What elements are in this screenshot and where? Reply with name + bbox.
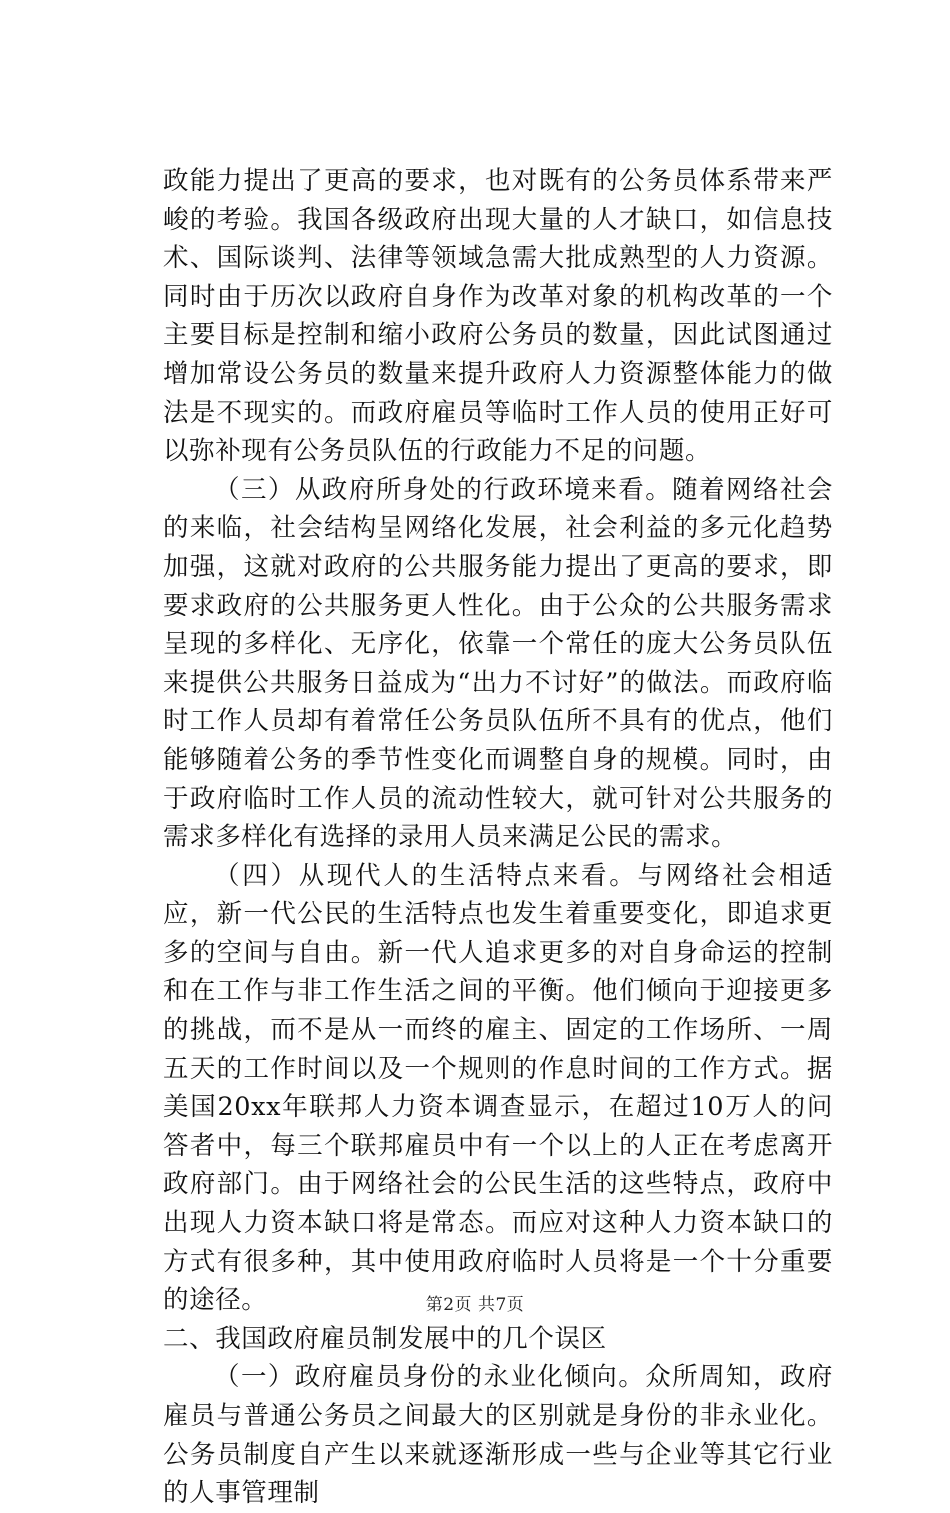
paragraph-section-three: （三）从政府所身处的行政环境来看。随着网络社会的来临，社会结构呈网络化发展，社会利益的多元化趋势加强，这就对政府的公共服务能力提出了更高的要求，即要求政府的公共服务更人性化。由于公众的公共服务需求呈现的多样化、无序化，依靠一个常任的庞大公务员队伍来提供公共服务日益成为“出力不讨好”的做法。而政府临时工作人员却有着常任公务员队伍所不具有的优点，他们能够随着公务的季节性变化而调整自身的规模。同时，由于政府临时工作人员的流动性较大，就可针对公共服务的需求多样化有选择的录用人员来满足公民的需求。	[163, 474, 833, 853]
page-number-footer: 第2页 共7页	[425, 1295, 525, 1315]
paragraph-section-four: （四）从现代人的生活特点来看。与网络社会相适应，新一代公民的生活特点也发生着重要变化，即追求更多的空间与自由。新一代人追求更多的对自身命运的控制和在工作与非工作生活之间的平衡。他们倾向于迎接更多的挑战，而不是从一而终的雇主、固定的工作场所、一周五天的工作时间以及一个规则的作息时间的工作方式。据美国20xx年联邦人力资本调查显示，在超过10万人的问答者中，每三个联邦雇员中有一个以上的人正在考虑离开政府部门。由于网络社会的公民生活的这些特点，政府中出现人力资本缺口将是常态。而应对这种人力资本缺口的方式有很多种，其中使用政府临时人员将是一个十分重要的途径。	[163, 860, 833, 1316]
section-heading-two: 二、我国政府雇员制发展中的几个误区	[163, 1323, 607, 1354]
paragraph-subsection-one: （一）政府雇员身份的永业化倾向。众所周知，政府雇员与普通公务员之间最大的区别就是身份的非永业化。公务员制度自产生以来就逐渐形成一些与企业等其它行业的人事管理制	[163, 1362, 833, 1509]
paragraph-continuation: 政能力提出了更高的要求，也对既有的公务员体系带来严峻的考验。我国各级政府出现大量的人才缺口，如信息技术、国际谈判、法律等领域急需大批成熟型的人力资源。同时由于历次以政府自身作为改革对象的机构改革的一个主要目标是控制和缩小政府公务员的数量，因此试图通过增加常设公务员的数量来提升政府人力资源整体能力的做法是不现实的。而政府雇员等临时工作人员的使用正好可以弥补现有公务员队伍的行政能力不足的问题。	[163, 166, 833, 467]
